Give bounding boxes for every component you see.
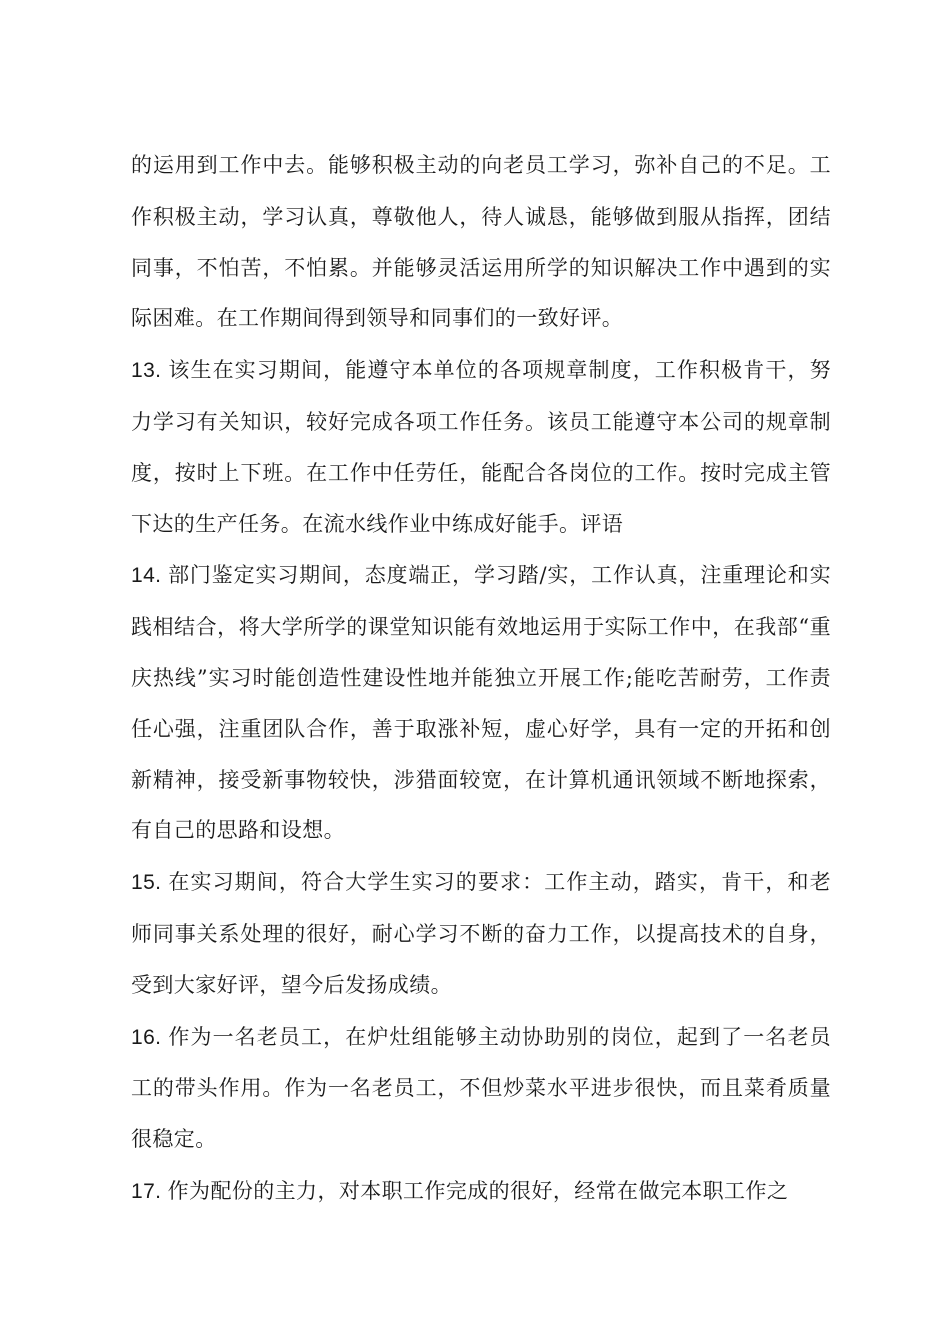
- paragraph-14: [131, 550, 831, 856]
- paragraph-text: 部门鉴定实习期间，态度端正，学习踏/实，工作认真，注重理论和实践相结合，将大学所学的课堂知识能有效地运用于实际工作中，在我部“重庆热线”实习时能创造性建设性地并能独立开展工作;能吃苦耐劳，工作责任心强，注重团队合作，善于取涨补短，虚心好学，具有一定的开拓和创新精神，接受新事物较快，涉猎面较宽，在计算机通讯领域不断地探索，有自己的思路和设想。: [131, 563, 831, 843]
- paragraph-number: 16.: [131, 1025, 169, 1049]
- paragraph-number: 14.: [131, 564, 169, 588]
- paragraph-16: [131, 1012, 831, 1165]
- paragraph-text: 该生在实习期间，能遵守本单位的各项规章制度，工作积极肯干，努力学习有关知识，较好完成各项工作任务。该员工能遵守本公司的规章制度，按时上下班。在工作中任劳任，能配合各岗位的工作。按时完成主管下达的生产任务。在流水线作业中练成好能手。评语: [131, 358, 831, 536]
- paragraph-text: 作为配份的主力，对本职工作完成的很好，经常在做完本职工作之: [167, 1178, 789, 1203]
- paragraph-text: 的运用到工作中去。能够积极主动的向老员工学习，弥补自己的不足。工作积极主动，学习认真，尊敬他人，待人诚恳，能够做到服从指挥，团结同事，不怕苦，不怕累。并能够灵活运用所学的知识解决工作中遇到的实际困难。在工作期间得到领导和同事们的一致好评。: [131, 153, 831, 331]
- document-body: [131, 140, 831, 1219]
- paragraph-number: 17.: [131, 1179, 168, 1203]
- paragraph-text: 作为一名老员工，在炉灶组能够主动协助别的岗位，起到了一名老员工的带头作用。作为一名老员工，不但炒菜水平进步很快，而且菜肴质量很稳定。: [131, 1024, 831, 1152]
- paragraph-number: 13.: [131, 359, 169, 383]
- paragraph-15: [131, 857, 831, 1010]
- paragraph-13: [131, 345, 831, 549]
- paragraph-text: 在实习期间，符合大学生实习的要求：工作主动，踏实，肯干，和老师同事关系处理的很好，耐心学习不断的奋力工作，以提高技术的自身，受到大家好评，望今后发扬成绩。: [131, 870, 831, 997]
- paragraph-continued: [131, 140, 831, 344]
- paragraph-17: [131, 1166, 831, 1218]
- paragraph-number: 15.: [131, 871, 169, 895]
